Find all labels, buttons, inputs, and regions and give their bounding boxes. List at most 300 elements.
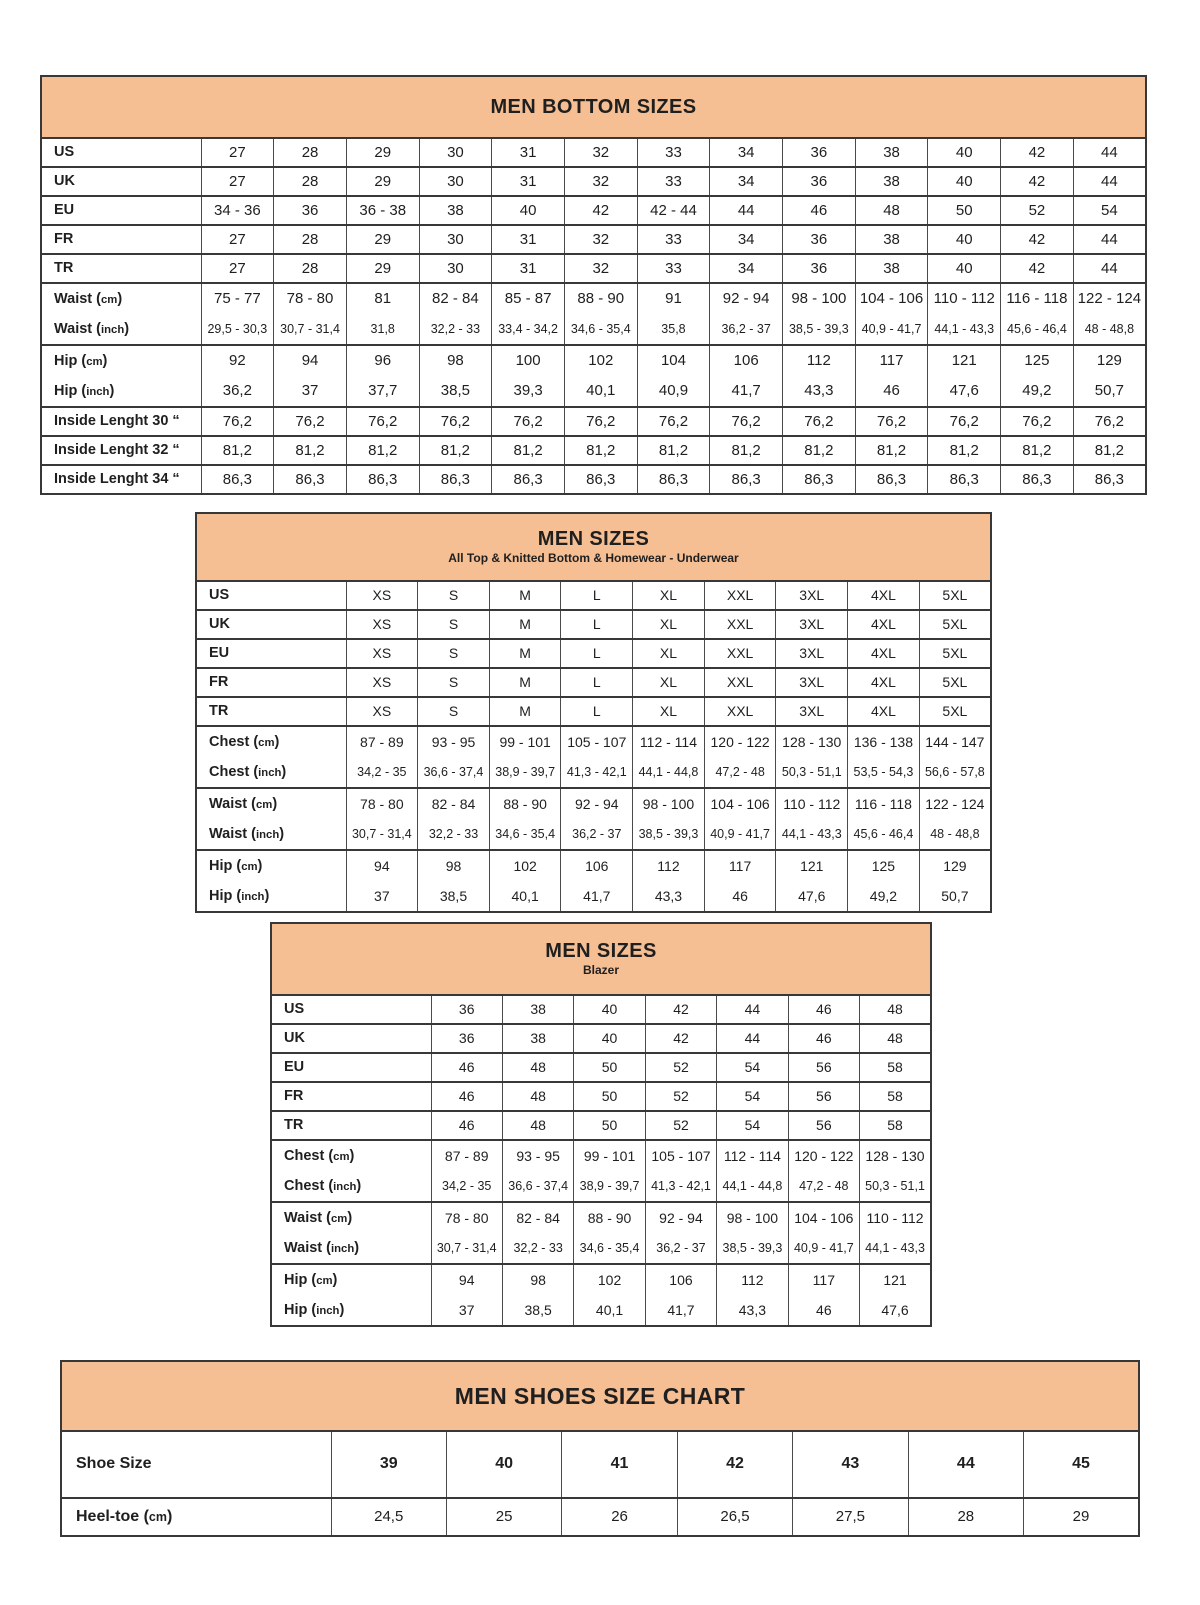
table-cell: XS: [346, 697, 418, 726]
table-row: [271, 1264, 931, 1295]
table-cell: 98 - 100: [783, 283, 856, 314]
table-cell: 50: [574, 1053, 645, 1082]
table-cell: 56: [788, 1053, 859, 1082]
table-cell: 41,7: [645, 1295, 716, 1326]
table-cell: 86,3: [419, 465, 492, 494]
table-cell: 46: [431, 1111, 502, 1140]
table-cell: 38,5: [418, 881, 490, 912]
table-cell: 102: [489, 850, 561, 881]
table-cell: 81,2: [419, 436, 492, 465]
table-cell: 86,3: [346, 465, 419, 494]
table-cell: 112 - 114: [717, 1140, 788, 1171]
table-cell: 24,5: [331, 1498, 446, 1536]
table-cell: 36,6 - 37,4: [418, 757, 490, 788]
table-cell: 122 - 124: [919, 788, 991, 819]
row-label: Waist (cm): [41, 283, 201, 314]
table-row: [196, 639, 991, 668]
table-cell: 129: [1073, 345, 1146, 376]
table-cell: 36 - 38: [346, 196, 419, 225]
table-cell: 136 - 138: [848, 726, 920, 757]
table-title: MEN SIZES: [537, 528, 650, 551]
table-cell: 37: [431, 1295, 502, 1326]
table-cell: 42: [1001, 225, 1074, 254]
table-cell: 30: [419, 225, 492, 254]
table-cell: 29: [346, 138, 419, 167]
table-row: [41, 376, 1146, 407]
table-cell: XS: [346, 639, 418, 668]
table-cell: 45,6 - 46,4: [848, 819, 920, 850]
table-cell: 48: [502, 1111, 573, 1140]
table-cell: 49,2: [848, 881, 920, 912]
table-cell: 76,2: [492, 407, 565, 436]
table-cell: 86,3: [783, 465, 856, 494]
table-row: [271, 1024, 931, 1053]
row-label: FR: [41, 225, 201, 254]
table-cell: 38,9 - 39,7: [574, 1171, 645, 1202]
table-cell: 48: [855, 196, 928, 225]
table-row: [196, 581, 991, 610]
table-cell: 32: [564, 138, 637, 167]
table-cell: 38: [855, 138, 928, 167]
table-cell: 86,3: [1001, 465, 1074, 494]
table-cell: 81,2: [710, 436, 783, 465]
table-cell: 94: [431, 1264, 502, 1295]
table-cell: 33,4 - 34,2: [492, 314, 565, 345]
table-cell: 36: [783, 254, 856, 283]
table-cell: XS: [346, 610, 418, 639]
table-cell: 28: [274, 225, 347, 254]
table-row: [41, 407, 1146, 436]
table-cell: 98 - 100: [633, 788, 705, 819]
table-cell: 4XL: [848, 697, 920, 726]
unit-label: cm: [241, 860, 258, 873]
unit-label: inch: [333, 1180, 357, 1193]
table-cell: 56: [788, 1111, 859, 1140]
table-cell: XXL: [704, 581, 776, 610]
table-cell: XXL: [704, 610, 776, 639]
table-cell: 81,2: [274, 436, 347, 465]
table-cell: 42: [645, 1024, 716, 1053]
table-title: MEN SHOES SIZE CHART: [454, 1382, 746, 1409]
table-cell: XS: [346, 668, 418, 697]
table-cell: 30: [419, 167, 492, 196]
table-cell: 32: [564, 225, 637, 254]
table-cell: 41,7: [710, 376, 783, 407]
row-label: US: [41, 138, 201, 167]
row-label: Hip (inch): [54, 382, 115, 399]
table-cell: 81,2: [783, 436, 856, 465]
table-cell: 34,6 - 35,4: [574, 1233, 645, 1264]
table-cell: 38,5 - 39,3: [783, 314, 856, 345]
table-cell: 29: [346, 225, 419, 254]
row-label: US: [271, 995, 431, 1024]
table-cell: 76,2: [346, 407, 419, 436]
unit-label: inch: [86, 385, 110, 398]
table-cell: 31: [492, 167, 565, 196]
row-label: EU: [271, 1053, 431, 1082]
row-label: Heel-toe (cm): [61, 1498, 331, 1536]
table-cell: 36,2 - 37: [645, 1233, 716, 1264]
table-cell: 3XL: [776, 668, 848, 697]
row-label: Chest (cm): [196, 726, 346, 757]
table-cell: 112 - 114: [633, 726, 705, 757]
table-cell: 94: [346, 850, 418, 881]
row-label: Hip (cm): [196, 850, 346, 881]
table-cell: 81,2: [492, 436, 565, 465]
table-header: [41, 76, 1146, 138]
table-cell: 52: [1001, 196, 1074, 225]
table-cell: 120 - 122: [788, 1140, 859, 1171]
table-cell: 40: [574, 1024, 645, 1053]
row-label: Waist (inch): [209, 825, 285, 842]
table-cell: 48 - 48,8: [919, 819, 991, 850]
table-cell: 93 - 95: [418, 726, 490, 757]
table-cell: 40,9 - 41,7: [704, 819, 776, 850]
table-cell: 58: [860, 1053, 931, 1082]
table-row: [41, 345, 1146, 376]
table-cell: 121: [860, 1264, 931, 1295]
table-cell: 5XL: [919, 697, 991, 726]
table-cell: 36: [783, 167, 856, 196]
table-cell: 36: [431, 995, 502, 1024]
table-cell: 48 - 48,8: [1073, 314, 1146, 345]
men-shoes-size-chart-table: [60, 1360, 1140, 1537]
table-cell: 4XL: [848, 581, 920, 610]
table-cell: 43,3: [633, 881, 705, 912]
table-row: [271, 1111, 931, 1140]
table-cell: 54: [717, 1111, 788, 1140]
table-cell: 104: [637, 345, 710, 376]
unit-label: inch: [331, 1242, 355, 1255]
table-row: [271, 1082, 931, 1111]
table-cell: 46: [855, 376, 928, 407]
table-cell: 76,2: [783, 407, 856, 436]
table-cell: 44: [717, 1024, 788, 1053]
table-cell: 33: [637, 254, 710, 283]
table-cell: 44: [1073, 225, 1146, 254]
table-cell: 98: [418, 850, 490, 881]
row-label: Hip (cm): [41, 345, 201, 376]
table-cell: 112: [633, 850, 705, 881]
table-cell: 50: [928, 196, 1001, 225]
table-cell: 30: [419, 138, 492, 167]
table-row: [271, 1202, 931, 1233]
table-cell: 106: [645, 1264, 716, 1295]
table-cell: XS: [346, 581, 418, 610]
table-cell: 47,6: [776, 881, 848, 912]
table-cell: 47,6: [928, 376, 1001, 407]
table-cell: 78 - 80: [431, 1202, 502, 1233]
table-cell: 50,7: [1073, 376, 1146, 407]
table-cell: 36: [274, 196, 347, 225]
row-label: EU: [196, 639, 346, 668]
table-cell: 34: [710, 254, 783, 283]
table-cell: 30,7 - 31,4: [431, 1233, 502, 1264]
table-header: [271, 923, 931, 995]
table-cell: 37,7: [346, 376, 419, 407]
table-cell: 46: [788, 995, 859, 1024]
unit-label: cm: [316, 1274, 333, 1287]
table-subtitle: Blazer: [582, 963, 620, 978]
table-cell: 38: [419, 196, 492, 225]
table-cell: 42: [677, 1431, 792, 1498]
table-cell: 43: [793, 1431, 908, 1498]
table-row: [41, 283, 1146, 314]
table-cell: 30: [419, 254, 492, 283]
table-cell: 76,2: [419, 407, 492, 436]
table-cell: 81,2: [928, 436, 1001, 465]
table-cell: 40: [492, 196, 565, 225]
table-cell: 52: [645, 1053, 716, 1082]
table-cell: 86,3: [564, 465, 637, 494]
table-cell: 44: [908, 1431, 1023, 1498]
table-cell: XL: [633, 639, 705, 668]
table-cell: 86,3: [710, 465, 783, 494]
table-cell: 34,2 - 35: [346, 757, 418, 788]
table-cell: 33: [637, 138, 710, 167]
table-cell: 38,5: [419, 376, 492, 407]
table-cell: 29: [346, 167, 419, 196]
table-cell: 46: [431, 1053, 502, 1082]
table-header: [61, 1361, 1139, 1431]
table-cell: 42 - 44: [637, 196, 710, 225]
table-cell: 32,2 - 33: [419, 314, 492, 345]
table-cell: 104 - 106: [704, 788, 776, 819]
table-cell: 92 - 94: [561, 788, 633, 819]
unit-label: cm: [148, 1509, 167, 1524]
table-cell: 81,2: [346, 436, 419, 465]
table-cell: 92: [201, 345, 274, 376]
table-cell: 116 - 118: [848, 788, 920, 819]
table-cell: 36,6 - 37,4: [502, 1171, 573, 1202]
table-row: [41, 254, 1146, 283]
table-cell: 81: [346, 283, 419, 314]
table-cell: 53,5 - 54,3: [848, 757, 920, 788]
table-cell: 47,6: [860, 1295, 931, 1326]
row-label: Chest (cm): [271, 1140, 431, 1171]
table-row: [196, 757, 991, 788]
unit-label: cm: [331, 1212, 348, 1225]
unit-label: inch: [101, 323, 125, 336]
table-cell: 128 - 130: [860, 1140, 931, 1171]
table-cell: 82 - 84: [418, 788, 490, 819]
table-row: [196, 788, 991, 819]
table-cell: M: [489, 697, 561, 726]
table-cell: 116 - 118: [1001, 283, 1074, 314]
table-cell: 36: [783, 138, 856, 167]
table-cell: 88 - 90: [564, 283, 637, 314]
table-cell: 76,2: [1073, 407, 1146, 436]
table-cell: 98 - 100: [717, 1202, 788, 1233]
table-cell: 81,2: [1001, 436, 1074, 465]
row-label: Hip (cm): [271, 1264, 431, 1295]
table-cell: 110 - 112: [928, 283, 1001, 314]
table-cell: S: [418, 639, 490, 668]
table-cell: 104 - 106: [855, 283, 928, 314]
table-cell: 39: [331, 1431, 446, 1498]
table-title: MEN SIZES: [545, 940, 657, 963]
men-sizes-tops-table: [195, 512, 992, 913]
table-cell: 34,6 - 35,4: [564, 314, 637, 345]
table-cell: 38: [855, 254, 928, 283]
table-cell: 117: [855, 345, 928, 376]
table-row: [196, 819, 991, 850]
table-cell: 47,2 - 48: [704, 757, 776, 788]
table-cell: 86,3: [928, 465, 1001, 494]
table-cell: M: [489, 581, 561, 610]
table-row: [61, 1498, 1139, 1536]
table-cell: 31,8: [346, 314, 419, 345]
table-cell: 40,1: [564, 376, 637, 407]
table-cell: 25: [446, 1498, 561, 1536]
table-cell: 40: [928, 225, 1001, 254]
table-cell: 27: [201, 254, 274, 283]
table-cell: 76,2: [855, 407, 928, 436]
table-cell: 31: [492, 138, 565, 167]
table-cell: 105 - 107: [561, 726, 633, 757]
table-cell: 5XL: [919, 610, 991, 639]
table-cell: 102: [564, 345, 637, 376]
table-cell: 3XL: [776, 697, 848, 726]
table-cell: 98: [502, 1264, 573, 1295]
table-cell: 41,7: [561, 881, 633, 912]
table-cell: 5XL: [919, 639, 991, 668]
table-cell: 40: [928, 167, 1001, 196]
table-cell: 44,1 - 44,8: [633, 757, 705, 788]
row-label: US: [196, 581, 346, 610]
table-cell: L: [561, 697, 633, 726]
table-cell: 27: [201, 138, 274, 167]
table-row: [41, 167, 1146, 196]
table-cell: 41: [562, 1431, 677, 1498]
row-label: Chest (inch): [284, 1177, 362, 1194]
table-title: MEN BOTTOM SIZES: [490, 95, 697, 118]
table-cell: 3XL: [776, 639, 848, 668]
table-cell: 44,1 - 43,3: [776, 819, 848, 850]
table-cell: 50,3 - 51,1: [776, 757, 848, 788]
table-row: [196, 881, 991, 912]
row-label: UK: [41, 167, 201, 196]
table-cell: 81,2: [564, 436, 637, 465]
table-cell: 144 - 147: [919, 726, 991, 757]
table-cell: 56: [788, 1082, 859, 1111]
table-cell: 102: [574, 1264, 645, 1295]
table-cell: 4XL: [848, 639, 920, 668]
table-cell: 44,1 - 44,8: [717, 1171, 788, 1202]
table-cell: 40: [928, 138, 1001, 167]
table-cell: 87 - 89: [431, 1140, 502, 1171]
table-cell: 76,2: [1001, 407, 1074, 436]
table-cell: 38,5 - 39,3: [633, 819, 705, 850]
table-cell: S: [418, 668, 490, 697]
table-cell: 86,3: [492, 465, 565, 494]
table-cell: 38: [502, 995, 573, 1024]
table-cell: 49,2: [1001, 376, 1074, 407]
table-cell: 29: [346, 254, 419, 283]
table-cell: 58: [860, 1082, 931, 1111]
table-row: [41, 314, 1146, 345]
table-cell: 50,3 - 51,1: [860, 1171, 931, 1202]
unit-label: inch: [316, 1304, 340, 1317]
table-cell: S: [418, 581, 490, 610]
table-row: [271, 1140, 931, 1171]
table-cell: 50: [574, 1111, 645, 1140]
table-cell: 54: [1073, 196, 1146, 225]
table-cell: XL: [633, 697, 705, 726]
table-cell: 36: [431, 1024, 502, 1053]
table-cell: 78 - 80: [346, 788, 418, 819]
table-cell: 82 - 84: [502, 1202, 573, 1233]
table-cell: 87 - 89: [346, 726, 418, 757]
table-cell: 42: [1001, 167, 1074, 196]
table-cell: 93 - 95: [502, 1140, 573, 1171]
table-cell: 38,5: [502, 1295, 573, 1326]
table-cell: 81,2: [1073, 436, 1146, 465]
table-cell: 106: [710, 345, 783, 376]
table-cell: 34,6 - 35,4: [489, 819, 561, 850]
table-cell: 92 - 94: [710, 283, 783, 314]
table-cell: 99 - 101: [489, 726, 561, 757]
table-cell: 58: [860, 1111, 931, 1140]
row-label: Inside Lenght 32 “: [41, 436, 201, 465]
table-cell: 33: [637, 225, 710, 254]
table-cell: 46: [704, 881, 776, 912]
row-label: TR: [196, 697, 346, 726]
table-cell: 50: [574, 1082, 645, 1111]
table-cell: 76,2: [710, 407, 783, 436]
unit-label: cm: [333, 1150, 350, 1163]
table-cell: 86,3: [855, 465, 928, 494]
table-cell: 86,3: [1073, 465, 1146, 494]
unit-label: inch: [241, 890, 265, 903]
men-bottom-sizes-table: [40, 75, 1147, 495]
table-cell: 39,3: [492, 376, 565, 407]
table-cell: 27,5: [793, 1498, 908, 1536]
table-cell: 37: [274, 376, 347, 407]
table-cell: L: [561, 668, 633, 697]
table-cell: 46: [431, 1082, 502, 1111]
table-cell: XXL: [704, 697, 776, 726]
table-row: [196, 610, 991, 639]
table-cell: 52: [645, 1082, 716, 1111]
table-cell: 34: [710, 225, 783, 254]
table-cell: 88 - 90: [574, 1202, 645, 1233]
table-cell: XL: [633, 581, 705, 610]
table-cell: 112: [783, 345, 856, 376]
table-cell: 45,6 - 46,4: [1001, 314, 1074, 345]
table-cell: 28: [908, 1498, 1023, 1536]
table-cell: 81,2: [637, 436, 710, 465]
table-cell: 29,5 - 30,3: [201, 314, 274, 345]
table-cell: 4XL: [848, 610, 920, 639]
table-cell: 38: [855, 225, 928, 254]
table-cell: 117: [788, 1264, 859, 1295]
table-cell: M: [489, 610, 561, 639]
table-row: [41, 465, 1146, 494]
table-cell: S: [418, 610, 490, 639]
table-row: [271, 1295, 931, 1326]
table-cell: 96: [346, 345, 419, 376]
table-cell: 112: [717, 1264, 788, 1295]
table-cell: 40,1: [489, 881, 561, 912]
table-cell: 42: [1001, 254, 1074, 283]
table-cell: XXL: [704, 668, 776, 697]
table-cell: 34 - 36: [201, 196, 274, 225]
table-cell: 38,9 - 39,7: [489, 757, 561, 788]
table-cell: 43,3: [783, 376, 856, 407]
men-sizes-blazer-table: [270, 922, 932, 1327]
table-cell: 34,2 - 35: [431, 1171, 502, 1202]
